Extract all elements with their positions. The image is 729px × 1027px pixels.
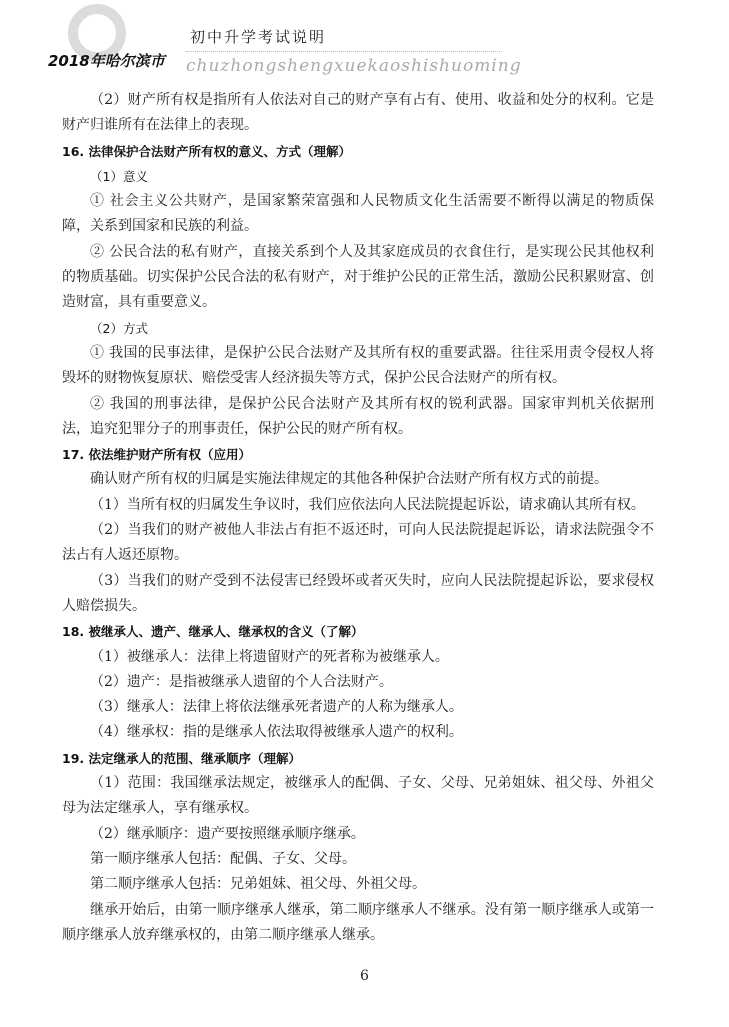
paragraph: （2）遗产：是指被继承人遗留的个人合法财产。: [90, 673, 393, 690]
paragraph: 第二顺序继承人包括：兄弟姐妹、祖父母、外祖父母。: [90, 876, 426, 893]
paragraph: 继承开始后，由第一顺序继承人继承，第二顺序继承人不继承。没有第一顺序继承人或第一顺序继承人放弃继承权的，由第二顺序继承人继承。: [62, 901, 654, 943]
paragraph: 确认财产所有权的归属是实施法律规定的其他各种保护合法财产所有权方式的前提。: [90, 471, 608, 488]
paragraph: （1）被继承人：法律上将遗留财产的死者称为被继承人。: [90, 648, 449, 665]
paragraph: ① 我国的民事法律，是保护公民合法财产及其所有权的重要武器。往往采用责令侵权人将毁坏的财物恢复原状、赔偿受害人经济损失等方式，保护公民合法财产的所有权。: [62, 344, 654, 387]
section-heading-16: 16. 法律保护合法财产所有权的意义、方式（理解）: [62, 143, 351, 159]
paragraph: ② 公民合法的私有财产，直接关系到个人及其家庭成员的衣食住行，是实现公民其他权利的物质基础。切实保护公民合法的私有财产，对于维护公民的正常生活，激励公民积累财富、创造财富，具有重要意义。: [62, 243, 654, 311]
paragraph: （1）当所有权的归属发生争议时，我们应依法向人民法院提起诉讼，请求确认其所有权。: [90, 496, 645, 513]
section-heading-17: 17. 依法维护财产所有权（应用）: [62, 447, 251, 463]
section-heading-19: 19. 法定继承人的范围、继承顺序（理解）: [62, 750, 301, 766]
paragraph: （2）财产所有权是指所有人依法对自己的财产享有占有、使用、收益和处分的权利。它是财产归谁所有在法律上的表现。: [62, 92, 654, 134]
header-year-city: 2018年哈尔滨市: [48, 52, 165, 70]
section-heading-18: 18. 被继承人、遗产、继承人、继承权的含义（了解）: [62, 624, 364, 640]
paragraph: （3）继承人：法律上将依法继承死者遗产的人称为继承人。: [90, 699, 463, 716]
paragraph: （2）当我们的财产被他人非法占有拒不返还时，可向人民法院提起诉讼，请求法院强令不法占有人返还原物。: [62, 522, 654, 564]
paragraph: 第一顺序继承人包括：配偶、子女、父母。: [90, 850, 356, 867]
paragraph: （4）继承权：指的是继承人依法取得被继承人遗产的权利。: [90, 724, 463, 741]
subheading-meaning: （1）意义: [90, 168, 148, 184]
header-pinyin: chuzhongshengxuekaoshishuoming: [186, 56, 522, 76]
paragraph: ① 社会主义公共财产，是国家繁荣富强和人民物质文化生活需要不断得以满足的物质保障，关系到国家和民族的利益。: [62, 193, 654, 235]
header-divider: [186, 51, 502, 52]
paragraph: （2）继承顺序：遗产要按照继承顺序继承。: [90, 825, 365, 842]
subheading-methods: （2）方式: [90, 320, 148, 336]
document-body: [62, 88, 654, 948]
paragraph: （3）当我们的财产受到不法侵害已经毁坏或者灭失时，应向人民法院提起诉讼，要求侵权人赔偿损失。: [62, 572, 654, 614]
paragraph: （1）范围：我国继承法规定，被继承人的配偶、子女、父母、兄弟姐妹、祖父母、外祖父母为法定继承人，享有继承权。: [62, 775, 654, 817]
page-number: 6: [360, 968, 369, 984]
header-title: 初中升学考试说明: [190, 28, 327, 46]
paragraph: ② 我国的刑事法律，是保护公民合法财产及其所有权的锐利武器。国家审判机关依据刑法，追究犯罪分子的刑事责任，保护公民的财产所有权。: [62, 395, 654, 437]
